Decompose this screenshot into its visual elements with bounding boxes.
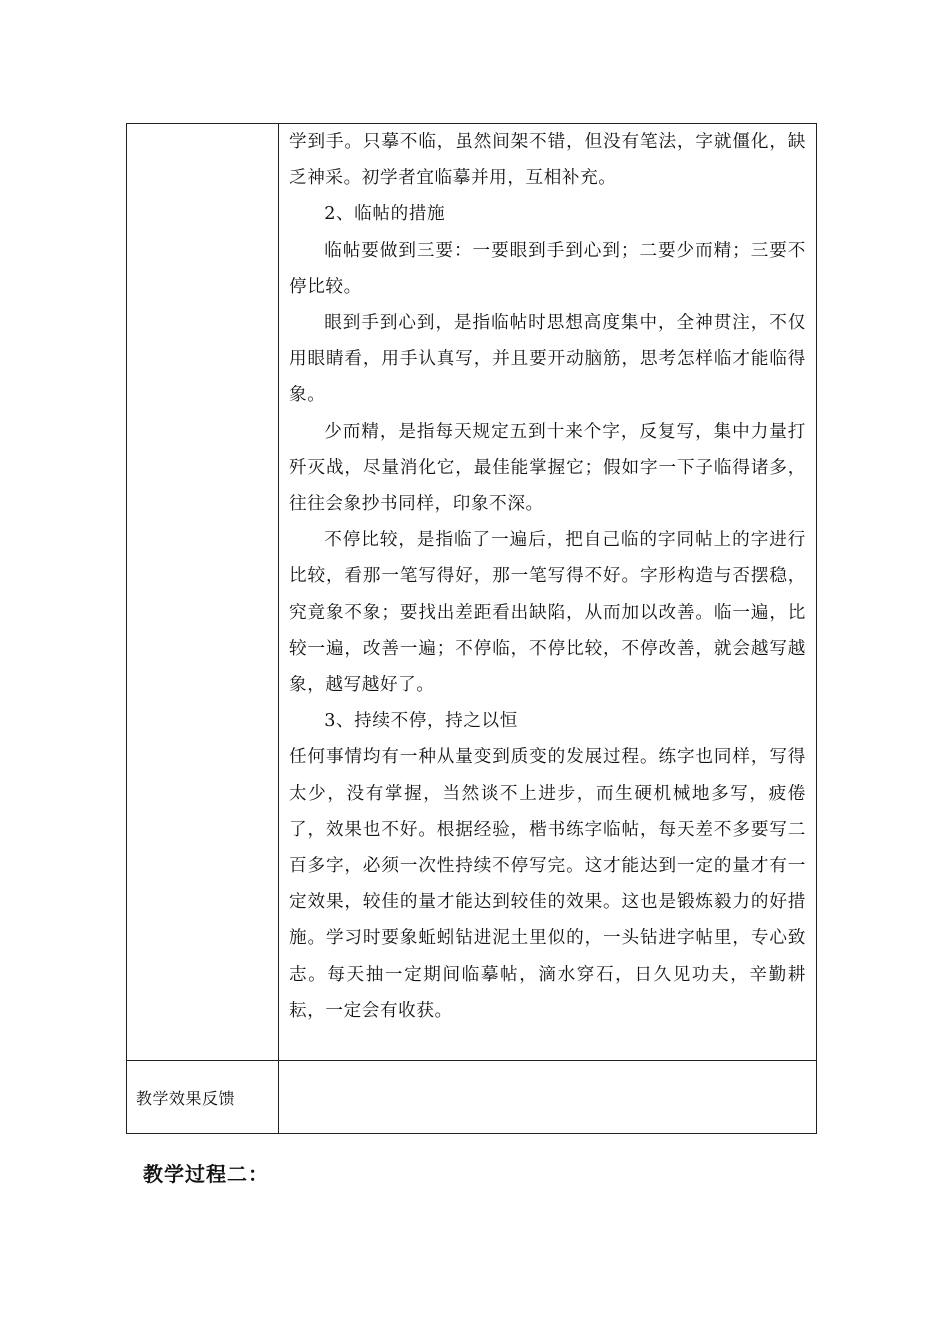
subheading-persistence: 3、持续不停，持之以恒 <box>324 711 518 732</box>
content-row <box>127 124 817 1061</box>
section-heading: 教学过程二： <box>143 1162 269 1186</box>
row-label-cell-empty <box>127 124 279 1061</box>
feedback-label-cell <box>127 1061 279 1134</box>
content-cell <box>279 124 817 1061</box>
feedback-value-cell <box>279 1061 817 1134</box>
content-text <box>279 124 816 1029</box>
feedback-label: 教学效果反馈 <box>136 1088 236 1108</box>
paragraph-constant-comparison: 不停比较，是指临了一遍后，把自己临的字同帖上的字进行比较，看那一笔写得好，那一笔写得不好。字形构造与否摆稳，究竟象不象；要找出差距看出缺陷，从而加以改善。临一遍，比较一遍，改善一遍；不停临，不停比较，不停改善，就会越写越象，越写越好了。 <box>289 530 806 696</box>
paragraph-persistence: 任何事情均有一种从量变到质变的发展过程。练字也同样，写得太少，没有掌握，当然谈不上进步，而生硬机械地多写，疲倦了，效果也不好。根据经验，楷书练字临帖，每天差不多要写二百多字，必须一次性持续不停写完。这才能达到一定的量才有一定效果，较佳的量才能达到较佳的效果。这也是锻炼毅力的好措施。学习时要象蚯蚓钻进泥土里似的，一头钻进字帖里，专心致志。每天抽一定期间临摹帖，滴水穿石，日久见功夫，辛勤耕耘，一定会有收获。 <box>289 747 806 1021</box>
subheading-measures: 2、临帖的措施 <box>324 204 446 225</box>
lesson-table <box>126 123 817 1134</box>
paragraph-eyes-hands-heart: 眼到手到心到，是指临帖时思想高度集中，全神贯注，不仅用眼睛看，用手认真写，并且要开动脑筋，思考怎样临才能临得象。 <box>289 313 806 406</box>
feedback-row <box>127 1061 817 1134</box>
paragraph-few-but-fine: 少而精，是指每天规定五到十来个字，反复写，集中力量打歼灭战，尽量消化它，最佳能掌握它；假如字一下子临得诸多，往往会象抄书同样，印象不深。 <box>289 421 806 515</box>
paragraph-three-requirements: 临帖要做到三要：一要眼到手到心到；二要少而精；三要不停比较。 <box>289 240 806 297</box>
paragraph-continuation: 学到手。只摹不临，虽然间架不错，但没有笔法，字就僵化，缺乏神采。初学者宜临摹并用，互相补充。 <box>289 132 806 189</box>
